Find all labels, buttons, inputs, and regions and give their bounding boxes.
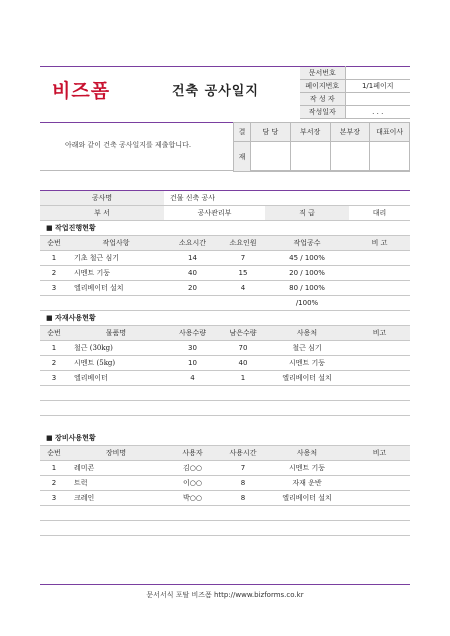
footer-text: 문서서식 포탈 비즈폼 http://www.bizforms.co.kr	[146, 591, 304, 599]
materials-cell[interactable]: 30	[164, 341, 221, 356]
work-cell[interactable]	[349, 251, 410, 266]
materials-cell[interactable]	[40, 401, 68, 416]
construction-log-table	[40, 190, 410, 536]
equipment-cell[interactable]	[265, 521, 349, 536]
materials-cell[interactable]: 40	[221, 356, 265, 371]
equipment-cell[interactable]	[221, 521, 265, 536]
work-cell[interactable]: 시멘트 기둥	[68, 266, 164, 281]
work-row	[40, 296, 410, 311]
materials-cell[interactable]: 엘리베이터	[68, 371, 164, 386]
work-cell[interactable]: 2	[40, 266, 68, 281]
meta-value[interactable]: 1/1페이지	[345, 80, 410, 93]
equipment-cell[interactable]	[349, 476, 410, 491]
materials-cell[interactable]: 70	[221, 341, 265, 356]
work-cell[interactable]: 20	[164, 281, 221, 296]
work-section-title: ■ 작업진행현황	[40, 221, 410, 236]
work-cell[interactable]: 3	[40, 281, 68, 296]
signature-cell-manager[interactable]	[251, 142, 291, 172]
spacer-cell	[40, 416, 410, 431]
equipment-cell[interactable]: 1	[40, 461, 68, 476]
approval-table	[233, 122, 410, 172]
work-header-row	[40, 236, 410, 251]
meta-label: 문서번호	[300, 67, 345, 80]
footer-divider	[40, 584, 410, 585]
materials-cell[interactable]	[221, 401, 265, 416]
work-cell[interactable]: 엘리베이터 설치	[68, 281, 164, 296]
work-cell[interactable]: 15	[221, 266, 265, 281]
work-cell[interactable]: 7	[221, 251, 265, 266]
materials-cell[interactable]	[221, 386, 265, 401]
work-column-header: 비 고	[349, 236, 410, 251]
meta-label: 페이지번호	[300, 80, 345, 93]
materials-row	[40, 341, 410, 356]
document-title: 건축 공사일지	[172, 84, 259, 99]
equipment-cell[interactable]	[40, 506, 68, 521]
materials-cell[interactable]: 2	[40, 356, 68, 371]
materials-cell[interactable]	[68, 401, 164, 416]
materials-cell[interactable]: 4	[164, 371, 221, 386]
work-column-header: 작업사항	[68, 236, 164, 251]
work-cell[interactable]	[349, 281, 410, 296]
equipment-cell[interactable]: 8	[221, 491, 265, 506]
equipment-cell[interactable]	[265, 506, 349, 521]
equipment-cell[interactable]: 7	[221, 461, 265, 476]
materials-cell[interactable]: 1	[40, 341, 68, 356]
equipment-row	[40, 521, 410, 536]
equipment-cell[interactable]: 3	[40, 491, 68, 506]
work-cell[interactable]	[221, 296, 265, 311]
materials-cell[interactable]: 3	[40, 371, 68, 386]
materials-column-header: 비고	[349, 326, 410, 341]
equipment-cell[interactable]	[164, 506, 221, 521]
materials-cell[interactable]	[349, 401, 410, 416]
work-cell[interactable]: 45 / 100%	[265, 251, 349, 266]
work-cell[interactable]: 14	[164, 251, 221, 266]
meta-value[interactable]	[345, 67, 410, 80]
work-row	[40, 281, 410, 296]
work-column-header: 소요인원	[221, 236, 265, 251]
work-cell[interactable]	[40, 296, 68, 311]
equipment-column-header: 순번	[40, 446, 68, 461]
work-cell[interactable]: 40	[164, 266, 221, 281]
equipment-cell[interactable]: 이○○	[164, 476, 221, 491]
signature-cell-ceo[interactable]	[370, 142, 410, 172]
work-cell[interactable]	[349, 266, 410, 281]
equipment-cell[interactable]	[349, 521, 410, 536]
equipment-cell[interactable]: 엘리베이터 설치	[265, 491, 349, 506]
equipment-column-header: 사용처	[265, 446, 349, 461]
equipment-cell[interactable]: 자재 운반	[265, 476, 349, 491]
signature-cell-division-head[interactable]	[330, 142, 370, 172]
equipment-cell[interactable]: 김○○	[164, 461, 221, 476]
section-spacer	[40, 416, 410, 431]
materials-row	[40, 356, 410, 371]
approval-header-manager: 담 당	[251, 123, 291, 142]
rank-label: 직 급	[265, 206, 349, 221]
work-cell[interactable]: 1	[40, 251, 68, 266]
materials-cell[interactable]	[265, 401, 349, 416]
approval-header-dept-head: 부서장	[290, 123, 330, 142]
equipment-cell[interactable]	[349, 506, 410, 521]
equipment-cell[interactable]: 8	[221, 476, 265, 491]
project-name-value[interactable]: 건물 신축 공사	[164, 191, 410, 206]
equipment-column-header: 장비명	[68, 446, 164, 461]
work-row	[40, 251, 410, 266]
equipment-cell[interactable]: 2	[40, 476, 68, 491]
materials-column-header: 사용수량	[164, 326, 221, 341]
submission-statement: 아래와 같이 건축 공사일지를 제출합니다.	[65, 141, 192, 149]
work-cell[interactable]: /100%	[265, 296, 349, 311]
equipment-cell[interactable]	[349, 461, 410, 476]
materials-cell[interactable]	[349, 386, 410, 401]
approval-header-ceo: 대표이사	[370, 123, 410, 142]
equipment-column-header: 비고	[349, 446, 410, 461]
signature-cell-dept-head[interactable]	[290, 142, 330, 172]
materials-column-header: 순번	[40, 326, 68, 341]
materials-cell[interactable]	[349, 341, 410, 356]
equipment-row	[40, 476, 410, 491]
meta-row	[300, 106, 410, 119]
equipment-cell[interactable]: 박○○	[164, 491, 221, 506]
meta-row	[300, 80, 410, 93]
materials-row	[40, 371, 410, 386]
materials-row	[40, 401, 410, 416]
equipment-section-title: ■ 장비사용현황	[40, 431, 410, 446]
work-column-header: 소요시간	[164, 236, 221, 251]
work-cell[interactable]: 기초 철근 심기	[68, 251, 164, 266]
materials-column-header: 사용처	[265, 326, 349, 341]
equipment-cell[interactable]: 시멘트 기둥	[265, 461, 349, 476]
materials-column-header: 남은수량	[221, 326, 265, 341]
approval-side-top: 결	[234, 123, 251, 142]
materials-cell[interactable]: 엘리베이터 설치	[265, 371, 349, 386]
department-value[interactable]: 공사관리부	[164, 206, 265, 221]
meta-value[interactable]	[345, 93, 410, 106]
meta-label: 작성일자	[300, 106, 345, 119]
materials-cell[interactable]	[164, 401, 221, 416]
work-cell[interactable]	[349, 296, 410, 311]
equipment-cell[interactable]: 레미콘	[68, 461, 164, 476]
equipment-cell[interactable]	[40, 521, 68, 536]
work-row	[40, 266, 410, 281]
equipment-cell[interactable]	[349, 491, 410, 506]
work-column-header: 순번	[40, 236, 68, 251]
materials-cell[interactable]: 시멘트 기둥	[265, 356, 349, 371]
equipment-row	[40, 506, 410, 521]
approval-side-bottom: 재	[234, 142, 251, 172]
materials-cell[interactable]	[68, 386, 164, 401]
materials-cell[interactable]: 철근 (30kg)	[68, 341, 164, 356]
materials-cell[interactable]	[265, 386, 349, 401]
equipment-cell[interactable]	[164, 521, 221, 536]
materials-cell[interactable]	[349, 356, 410, 371]
document-meta-table	[300, 66, 410, 119]
equipment-cell[interactable]: 크레인	[68, 491, 164, 506]
rank-value[interactable]: 대리	[349, 206, 410, 221]
materials-cell[interactable]: 시멘트 (5kg)	[68, 356, 164, 371]
equipment-column-header: 사용시간	[221, 446, 265, 461]
work-cell[interactable]: 80 / 100%	[265, 281, 349, 296]
equipment-cell[interactable]	[221, 506, 265, 521]
materials-section-title: ■ 자재사용현황	[40, 311, 410, 326]
equipment-row	[40, 491, 410, 506]
meta-row	[300, 67, 410, 80]
work-section-row	[40, 221, 410, 236]
meta-value[interactable]: . . .	[345, 106, 410, 119]
materials-cell[interactable]	[164, 386, 221, 401]
meta-label: 작 성 자	[300, 93, 345, 106]
equipment-cell[interactable]	[68, 506, 164, 521]
work-cell[interactable]: 4	[221, 281, 265, 296]
approval-header-division-head: 본부장	[330, 123, 370, 142]
department-label: 부 서	[40, 206, 164, 221]
equipment-column-header: 사용자	[164, 446, 221, 461]
equipment-section-row	[40, 431, 410, 446]
work-column-header: 작업공수	[265, 236, 349, 251]
work-cell[interactable]	[164, 296, 221, 311]
equipment-header-row	[40, 446, 410, 461]
meta-row	[300, 93, 410, 106]
work-cell[interactable]	[68, 296, 164, 311]
materials-cell[interactable]	[40, 386, 68, 401]
materials-cell[interactable]: 1	[221, 371, 265, 386]
project-name-label: 공사명	[40, 191, 164, 206]
materials-cell[interactable]: 10	[164, 356, 221, 371]
work-cell[interactable]: 20 / 100%	[265, 266, 349, 281]
materials-column-header: 물품명	[68, 326, 164, 341]
equipment-cell[interactable]	[68, 521, 164, 536]
materials-header-row	[40, 326, 410, 341]
materials-cell[interactable]: 철근 심기	[265, 341, 349, 356]
materials-row	[40, 386, 410, 401]
equipment-row	[40, 461, 410, 476]
materials-section-row	[40, 311, 410, 326]
materials-cell[interactable]	[349, 371, 410, 386]
equipment-cell[interactable]: 트럭	[68, 476, 164, 491]
brand-logo: 비즈폼	[52, 80, 111, 102]
